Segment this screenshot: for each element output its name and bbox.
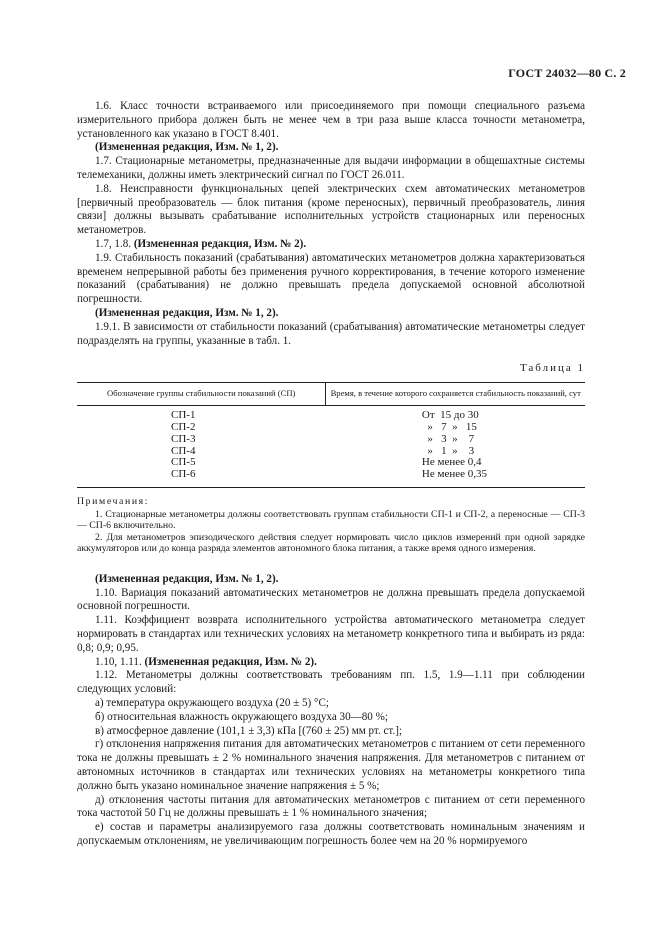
column-header-group: Обозначение группы стабильности показаний (СП) (77, 383, 326, 406)
note-item: 1. Стационарные метанометры должны соответствовать группам стабильности СП-1 и СП-2, а переносные — СП-3 — СП-6 включительно. (77, 508, 585, 532)
condition-f: е) состав и параметры анализируемого газа должны соответствовать номинальным значениям и допускаемым отклонениям, не увеличивающим погрешность более чем на 20 % нормируемого (77, 821, 585, 848)
paragraph-1-9-1: 1.9.1. В зависимости от стабильности показаний (срабатывания) автоматические метанометры следует подразделять на группы, указанные в табл. 1. (77, 320, 585, 347)
time-cell: Не менее 0,4 (421, 456, 482, 469)
paragraph-1-6: 1.6. Класс точности встраиваемого или присоединяемого при помощи специального разъема измерительного прибора должен быть не менее чем в три раза выше класса точности метанометра, установленного как указано в ГОСТ 8.401. (77, 100, 585, 140)
table-row (77, 457, 585, 469)
amendment-note-1-7-1-8 (77, 238, 585, 252)
paragraph-1-8: 1.8. Неисправности функциональных цепей электрических схем автоматических метанометров [первичный преобразователь — блок питания (кроме переносных), первичный преобразователь, линия связи] должны вызывать срабатывание исполнительных устройств стационарных или переносных метанометров. (77, 182, 585, 237)
stability-table (77, 382, 585, 488)
group-cell: СП-6 (171, 468, 196, 481)
table-caption: Таблица 1 (519, 362, 585, 375)
time-cell: » 3 » 7 (421, 432, 475, 445)
notes-heading: Примечания: (77, 495, 150, 507)
amendment-note: (Измененная редакция, Изм. № 1, 2). (95, 572, 279, 585)
amendment-note: (Измененная редакция, Изм. № 1, 2). (95, 306, 279, 319)
group-cell: СП-2 (171, 420, 196, 433)
table-row (77, 422, 585, 434)
paragraph-1-10: 1.10. Вариация показаний автоматических метанометров не должна превышать предела допускаемой основной погрешности. (77, 586, 585, 613)
table-row (77, 469, 585, 481)
amendment-note: (Измененная редакция, Изм. № 1, 2). (95, 141, 279, 154)
group-cell: СП-1 (171, 409, 196, 422)
paragraph-1-11: 1.11. Коэффициент возврата исполнительного устройства автоматического метанометра следует нормировать в стандартах или технических условиях на метанометр конкретного типа и выбирать из ряда: 0,8; 0,9; 0,95. (77, 614, 585, 654)
paragraph-1-9: 1.9. Стабильность показаний (срабатывания) автоматических метанометров должна характеризоваться временем непрерывной работы без применения ручного корректирования, в течение которого изменение показаний (срабатывания) не должно превышать предела допускаемой основной абсолютной погрешности. (77, 251, 585, 306)
time-cell: От 15 до 30 (421, 409, 479, 422)
time-cell: Не менее 0,35 (421, 468, 487, 481)
table-header-row (77, 383, 585, 406)
table-row (77, 446, 585, 458)
time-cell: » 1 » 3 (421, 444, 475, 457)
table-row (77, 410, 585, 422)
note-item: 2. Для метанометров эпизодического действия следует нормировать число циклов измерений при одной зарядке аккумуляторов или до конца разряда элементов автономного блока питания, а также время одного измерения. (77, 531, 585, 555)
group-cell: СП-4 (171, 444, 196, 457)
condition-a: а) температура окружающего воздуха (20 ± 5) °С; (95, 697, 329, 710)
amendment-note-1-10-1-11 (77, 656, 585, 670)
condition-d: г) отклонения напряжения питания для автоматических метанометров с питанием от сети переменного тока не должны превышать ± 2 % номинального значения напряжения. Для метанометров с питанием от автономных источников в стандартах или технических условиях на метанометры конкретного типа должно быть указано номинальное значение напряжения ± 5 %; (77, 738, 585, 792)
table-notes (77, 496, 585, 555)
time-cell: » 7 » 15 (421, 420, 477, 433)
amendment-text: (Измененная редакция, Изм. № 2). (144, 655, 317, 668)
group-cell: СП-3 (171, 432, 196, 445)
condition-c: в) атмосферное давление (101,1 ± 3,3) кПа [(760 ± 25) мм рт. ст.]; (95, 724, 402, 737)
page-header: ГОСТ 24032—80 С. 2 (508, 66, 626, 80)
column-header-time: Время, в течение которого сохраняется стабильность показаний, сут (326, 383, 585, 406)
amendment-text: (Измененная редакция, Изм. № 2). (133, 237, 307, 250)
clause-ref: 1.10, 1.11. (95, 655, 145, 668)
paragraph-1-12: 1.12. Метанометры должны соответствовать требованиям пп. 1.5, 1.9—1.11 при соблюдении следующих условий: (77, 669, 585, 696)
group-cell: СП-5 (171, 456, 196, 469)
condition-e: д) отклонения частоты питания для автоматических метанометров с питанием от сети переменного тока частотой 50 Гц не должны превышать ± 1 % номинального значения; (77, 793, 585, 820)
paragraph-1-7: 1.7. Стационарные метанометры, предназначенные для выдачи информации в общешахтные системы телемеханики, должны иметь электрический сигнал по ГОСТ 26.011. (77, 155, 585, 181)
clause-ref: 1.7, 1.8. (95, 237, 134, 250)
document-body (77, 100, 585, 849)
table-row (77, 434, 585, 446)
condition-b: б) относительная влажность окружающего воздуха 30—80 %; (95, 710, 388, 723)
